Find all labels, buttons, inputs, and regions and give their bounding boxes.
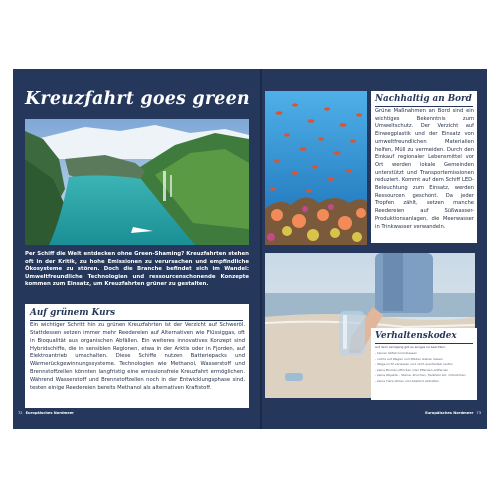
nachhaltig-divider	[375, 106, 473, 107]
page-gutter	[260, 69, 262, 429]
kurs-box	[25, 304, 249, 408]
list-item: - keinen Abfall zurücklassen	[375, 351, 417, 355]
verhaltenskodex-heading: Verhaltenskodex	[375, 331, 457, 341]
nachhaltig-box	[371, 91, 477, 243]
list-item: - nichts auf Wegen und Pfaden stehen lassen	[375, 356, 443, 361]
verhaltenskodex-box	[371, 328, 477, 400]
list-item: - keine Tiere stören und Abstand einhalten	[375, 378, 439, 383]
nachhaltig-paragraph: Grüne Maßnahmen an Bord sind ein wichtiges Bekenntnis zum Umweltschutz. Der Verzicht auf Einwegplastik und der Einsatz von umweltfreundlichen Materialien helfen, Müll zu vermeiden. Durch den Einkauf regionaler Lebensmittel vor Ort werden lokale Gemeinden unterstützt und Transportemissionen reduziert. Kommt auf dem Schiff LED-Beleuchtung zum Einsatz, werden Ressourcen geschont. Da jeder Tropfen zählt, setzen manche Reedereien auf Süßwasser-Produktionsanlagen, die Meerwasser in Trinkwasser verwandeln.	[375, 108, 474, 230]
verhaltenskodex-intro: Auf dem Landgang gilt es einiges zu beachten:	[375, 345, 446, 349]
kurs-paragraph: Ein wichtiger Schritt hin zu grünen Kreuzfahrten ist der Verzicht auf Schweröl. Stattdessen setzen immer mehr Reedereien auf Alternativen wie Flüssiggas, oft in Bioqualität aus organischen Abfällen. Ein weiteres innovatives Konzept sind Hybridschiffe, die in sensiblen Regionen, etwa in der Arktis oder in Fjorden, auf Elektroantrieb umschalten. Diese Schiffe nutzen Batteriepacks und Wärmerückgewinnungssysteme. Technologien wie Methanol, Wasserstoff und Brennstoffzellen könnten langfristig eine emissionsfreie Kreuzfahrt ermöglichen. Während Wasserstoff und Brennstoffzellen noch in der Entwicklungsphase sind, testen einige Reedereien bereits Methanol als alternativen Kraftstoff.	[30, 322, 245, 391]
footer-right	[425, 411, 484, 415]
page-title: Kreuzfahrt goes green	[25, 89, 250, 109]
coral-reef-photo	[265, 91, 367, 245]
fjord-photo	[25, 119, 249, 245]
kurs-divider	[30, 320, 243, 321]
footer-title-right: Europäisches Nordmeer	[425, 411, 474, 415]
intro-paragraph: Per Schiff die Welt entdecken ohne Green-Shaming? Kreuzfahrten stehen oft in der Kritik, zu hohe Emissionen zu verursachen und empfindliche Ökosysteme zu stören. Doch die Branche befindet sich im Wandel: Umweltfreundliche Technologien und ressourcenschonende Konzepte kommen zum Einsatz, um Kreuzfahrten grüner zu gestalten.	[25, 251, 249, 288]
page-number-right: 73	[476, 411, 481, 415]
list-item: - Wege nicht verlassen und nicht querfeldein laufen	[375, 362, 453, 367]
nachhaltig-heading: Nachhaltig an Bord	[375, 94, 472, 104]
kurs-heading: Auf grünem Kurs	[30, 308, 116, 318]
list-item: - keine Blumen pflücken oder Pflanzen entfernen	[375, 367, 449, 372]
page-number-left: 72	[18, 411, 23, 415]
magazine-spread	[13, 69, 487, 429]
verhaltenskodex-divider	[375, 343, 473, 344]
verhaltenskodex-list	[375, 351, 474, 385]
footer-title-left: Europäisches Nordmeer	[25, 411, 74, 415]
footer-left	[15, 411, 74, 415]
list-item: - keine Objekte – Steine, Knochen, Treibholz etc. mitnehmen	[375, 373, 466, 378]
